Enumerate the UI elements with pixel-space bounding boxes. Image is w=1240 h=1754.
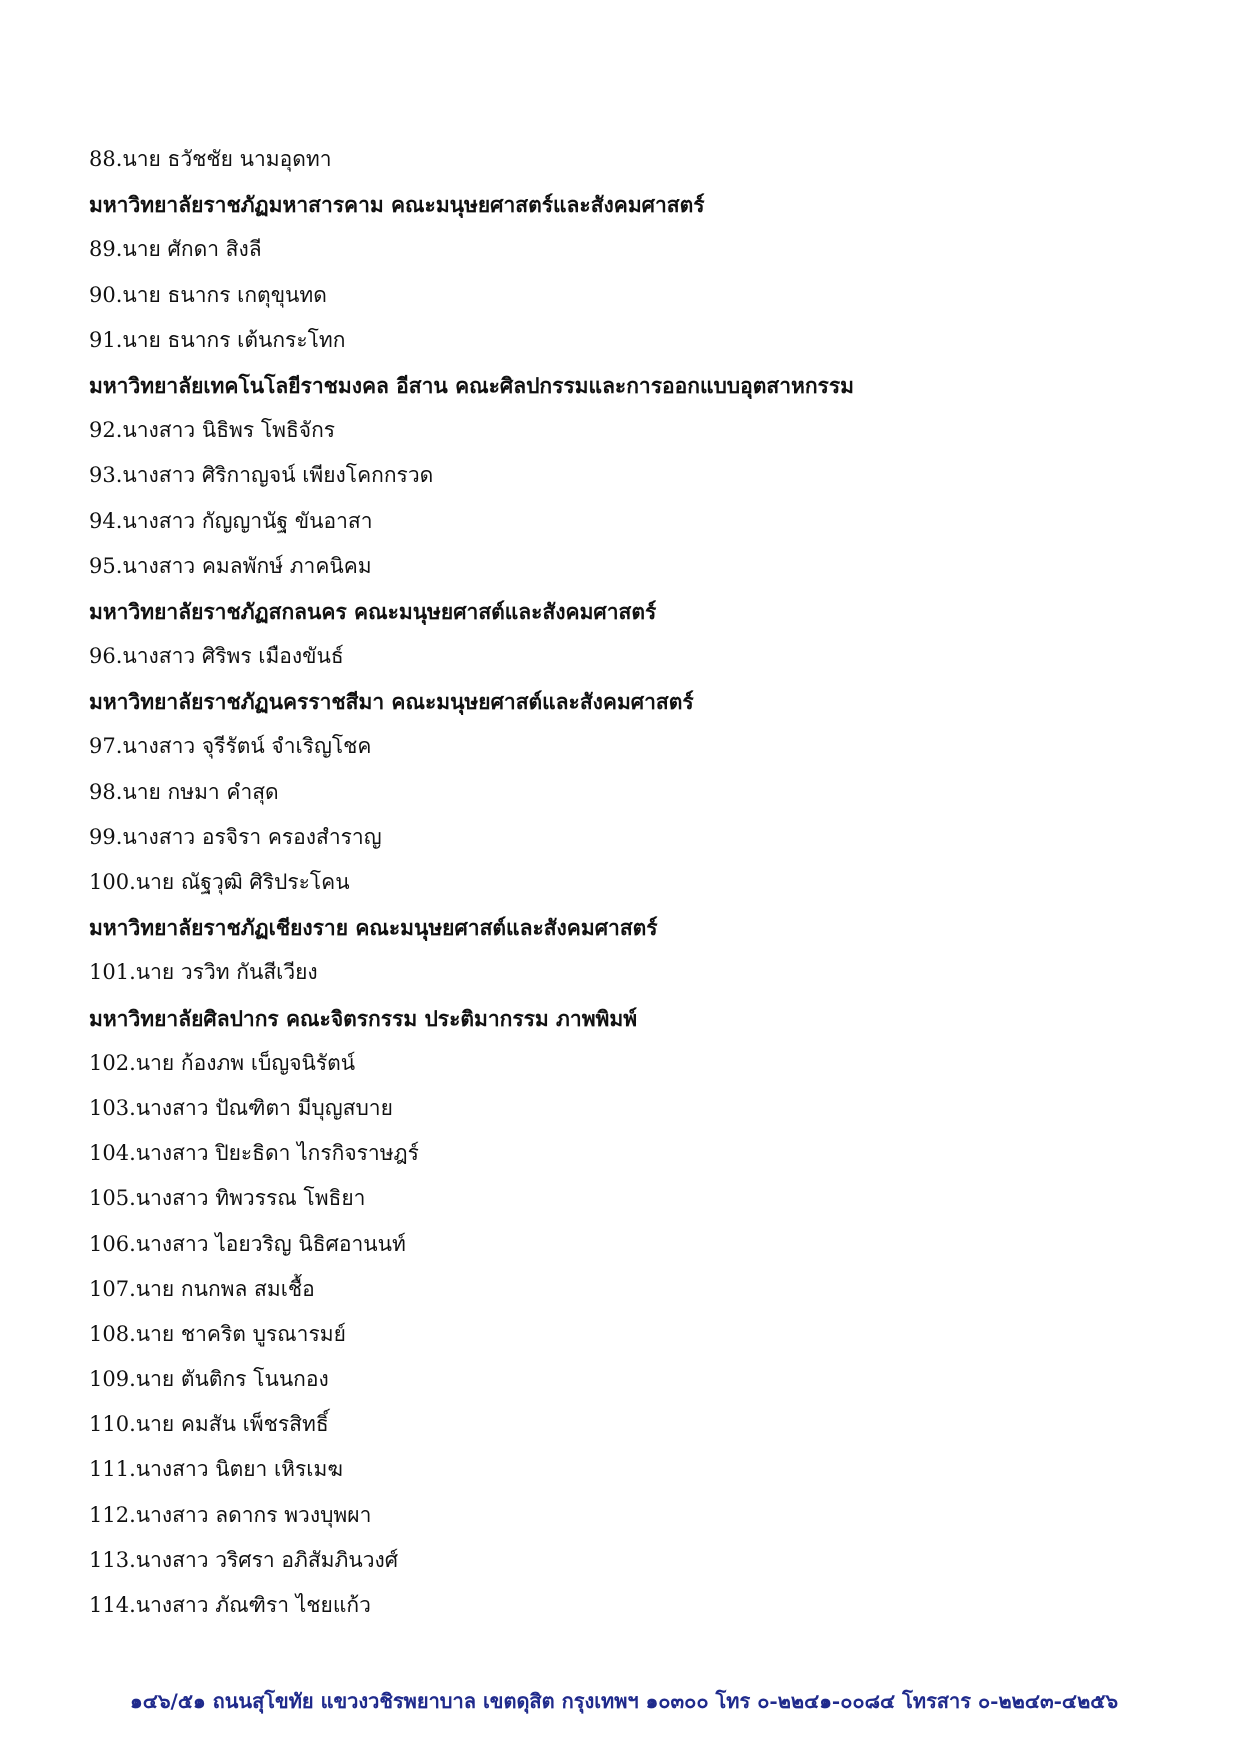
name-list-item: 113.นางสาว วริศรา อภิสัมภินวงศ์ [89, 1547, 399, 1572]
name-list-item: 99.นางสาว อรจิรา ครองสำราญ [89, 824, 382, 849]
name-list-item: 104.นางสาว ปิยะธิดา ไกรกิจราษฎร์ [89, 1141, 419, 1166]
address-footer: ๑๔๖/๕๑ ถนนสุโขทัย แขวงวชิรพยาบาล เขตดุสิต กรุงเทพฯ ๑๐๓๐๐ โทร ๐-๒๒๔๑-๐๐๘๔ โทรสาร ๐-๒๒๔๓-๔๒๕๖ [130, 1689, 1119, 1713]
name-list-item: 95.นางสาว คมลพักษ์ ภาคนิคม [89, 553, 372, 578]
name-list-item: 93.นางสาว ศิริกาญจน์ เพียงโคกกรวด [89, 463, 434, 488]
university-faculty-heading: มหาวิทยาลัยราชภัฏมหาสารคาม คณะมนุษยศาสตร์และสังคมศาสตร์ [89, 192, 705, 218]
name-list-item: 100.นาย ณัฐวุฒิ ศิริประโคน [89, 870, 350, 894]
name-list-item: 110.นาย คมสัน เพ็ชรสิทธิ์ [89, 1412, 329, 1437]
name-list-item: 96.นางสาว ศิริพร เมืองขันธ์ [89, 644, 344, 669]
name-list-item: 112.นางสาว ลดากร พวงบุพผา [89, 1502, 372, 1527]
university-faculty-heading: มหาวิทยาลัยเทคโนโลยีราชมงคล อีสาน คณะศิลปกรรมและการออกแบบอุตสาหกรรม [89, 372, 854, 398]
name-list-item: 88.นาย ธวัชชัย นามอุดทา [89, 147, 332, 171]
name-list-item: 103.นางสาว ปัณฑิตา มีบุญสบาย [89, 1095, 393, 1120]
university-faculty-heading: มหาวิทยาลัยราชภัฏนครราชสีมา คณะมนุษยศาสต์และสังคมศาสตร์ [89, 689, 694, 715]
name-list-item: 89.นาย ศักดา สิงลี [89, 237, 262, 262]
name-list-item: 106.นางสาว ไอยวริญ นิธิศอานนท์ [89, 1231, 406, 1256]
name-list-item: 101.นาย วรวิท กันสีเวียง [89, 960, 318, 985]
name-list-item: 108.นาย ชาคริต บูรณารมย์ [89, 1321, 346, 1346]
name-list-item: 91.นาย ธนากร เต้นกระโทก [89, 327, 346, 352]
university-faculty-heading: มหาวิทยาลัยศิลปากร คณะจิตรกรรม ประติมากรรม ภาพพิมพ์ [89, 1005, 638, 1031]
name-list-item: 97.นางสาว จุรีรัตน์ จำเริญโชค [89, 734, 372, 759]
name-list-item: 107.นาย กนกพล สมเชื้อ [89, 1276, 315, 1301]
name-list-item: 92.นางสาว นิธิพร โพธิจักร [89, 418, 336, 443]
name-list-item: 94.นางสาว กัญญานัฐ ขันอาสา [89, 508, 373, 533]
name-list-item: 98.นาย กษมา คำสุด [89, 779, 279, 804]
name-list-item: 114.นางสาว ภัณฑิรา ไชยแก้ว [89, 1593, 371, 1617]
name-list-item: 102.นาย ก้องภพ เบ็ญจนิรัตน์ [89, 1050, 356, 1075]
name-list-item: 105.นางสาว ทิพวรรณ โพธิยา [89, 1186, 366, 1211]
name-list-item: 109.นาย ตันติกร โนนกอง [89, 1367, 329, 1392]
name-list-item: 90.นาย ธนากร เกตุขุนทด [89, 282, 327, 307]
university-faculty-heading: มหาวิทยาลัยราชภัฏสกลนคร คณะมนุษยศาสต์และสังคมศาสตร์ [89, 598, 657, 624]
document-body [89, 137, 1169, 1628]
name-list-item: 111.นางสาว นิตยา เหิรเมฆ [89, 1457, 343, 1482]
university-faculty-heading: มหาวิทยาลัยราชภัฏเชียงราย คณะมนุษยศาสต์และสังคมศาสตร์ [89, 915, 658, 941]
